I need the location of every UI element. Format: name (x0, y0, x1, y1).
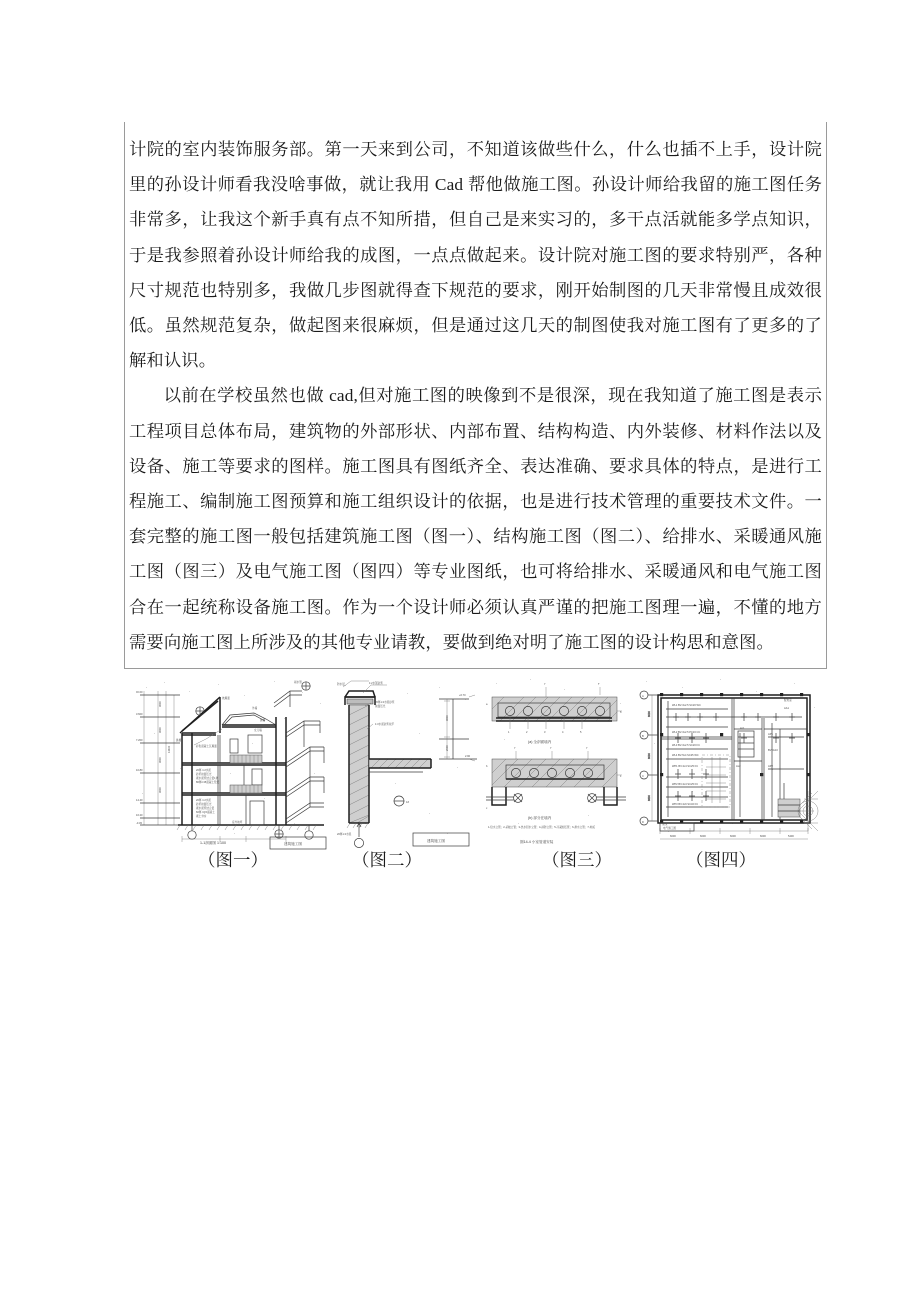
svg-text:B: B (641, 735, 644, 738)
svg-text:砂浆抹面压光: 砂浆抹面压光 (196, 803, 212, 806)
figure-3-drawing (484, 673, 629, 853)
figure-3-label-a: (a) 全剖面墙内 (527, 740, 552, 744)
svg-text:6600: 6600 (647, 795, 651, 801)
svg-text:6000: 6000 (647, 753, 651, 759)
svg-text:14.40: 14.40 (136, 799, 143, 802)
svg-text:WL3 BV-3x2.5 SC20 FC: WL3 BV-3x2.5 SC20 FC (671, 744, 700, 747)
svg-text:3600: 3600 (446, 715, 450, 721)
svg-text:WP2 BV-3x4 SC25 FC: WP2 BV-3x4 SC25 FC (671, 783, 699, 786)
svg-text:6000: 6000 (729, 835, 736, 838)
svg-text:AP2: AP2 (767, 765, 773, 768)
svg-text:配电室: 配电室 (783, 699, 792, 702)
svg-text:6: 6 (619, 711, 622, 714)
figure-4-electrical-plan (632, 673, 822, 853)
svg-text:1:3水泥砂浆找平: 1:3水泥砂浆找平 (375, 723, 395, 726)
svg-text:7: 7 (585, 747, 588, 750)
svg-text:素土夯实: 素土夯实 (196, 815, 207, 818)
figure-caption-row (134, 847, 834, 873)
svg-text:素水泥浆结合层: 素水泥浆结合层 (196, 807, 215, 810)
figure-1-architectural-section (134, 673, 332, 853)
figure-2-title-block: 建筑施工图 (427, 839, 446, 843)
figure-1-caption: （图一） (198, 850, 268, 870)
svg-text:D: D (641, 821, 644, 824)
svg-text:7.200: 7.200 (136, 739, 143, 742)
svg-text:a: a (485, 703, 488, 706)
svg-text:16.20: 16.20 (136, 814, 143, 817)
svg-text:5: 5 (579, 731, 582, 734)
figure-4-title-block: 电气施工图 (662, 827, 676, 830)
svg-text:挑檐: 挑檐 (260, 719, 266, 722)
svg-text:雨水管: 雨水管 (294, 681, 302, 684)
svg-text:3.600: 3.600 (136, 713, 143, 716)
svg-text:3600: 3600 (159, 701, 162, 707)
paragraph-2: 以前在学校虽然也做 cad,但对施工图的映像到不是很深，现在我知道了施工图是表示工程项目总体布局，建筑物的外部形状、内部布置、结构构造、内外装修、材料作法以及设备、施工等要求的图样。施工图具有图纸齐全、表达准确、要求具体的特点，是进行工程施工、编制施工图预算和施工组织设计的依据，也是进行技术管理的重要技术文件。一套完整的施工图一般包括建筑施工图（图一）、结构施工图（图二）、给排水、采暖通风施工图（图三）及电气施工图（图四）等专业图纸，也可将给排水、采暖通风和电气施工图合在一起统称设备施工图。作为一个设计师必须认真严谨的把施工图理一遍，不懂的地方需要向施工图上所涉及的其他专业请教，要做到绝对明了施工图的设计构思和意图。 (129, 386, 822, 652)
svg-text:WL4 BV-5x4 SC25 WC: WL4 BV-5x4 SC25 WC (671, 754, 699, 757)
svg-text:2000: 2000 (446, 745, 450, 751)
svg-text:2: 2 (525, 731, 528, 734)
svg-text:WL2 BV-3x2.5 PC16 CC: WL2 BV-3x2.5 PC16 CC (671, 731, 701, 734)
svg-text:3600: 3600 (159, 787, 162, 793)
svg-text:AP1: AP1 (767, 733, 773, 736)
figure-1-title-block: 建筑施工图 (284, 842, 302, 846)
figure-1-scale-label: 1-1剖面图 1:100 (200, 841, 226, 845)
figure-1-drawing (134, 673, 332, 853)
svg-text:3600: 3600 (159, 727, 162, 733)
svg-text:WP1 BV-3x4 SC25 FC: WP1 BV-3x4 SC25 FC (671, 765, 699, 768)
svg-text:进线: 进线 (661, 823, 668, 826)
svg-text:20厚 1:2水泥: 20厚 1:2水泥 (196, 769, 211, 772)
svg-text:20厚 1:2水泥: 20厚 1:2水泥 (196, 799, 211, 802)
paragraph-1: 计院的室内装饰服务部。第一天来到公司，不知道该做些什么，什么也插不上手，设计院里的孙设计师看我没啥事做，就让我用 Cad 帮他做施工图。孙设计师给我留的施工图任务非常多，让我这个新手真有点不知所措，但自己是来实习的，多干点活就能多学点知识，于是我参照着孙设计师给我的成图，一点点做起来。设计院对施工图的要求特别严，各种尺寸规范也特别多，我做几步图就得查下规范的要求，刚开始制图的几天非常慢且成效很低。虽然规范复杂，做起图来很麻烦，但是通过这几天的制图使我对施工图有了更多的了解和认识。 (129, 140, 822, 371)
svg-text:AL1: AL1 (739, 727, 745, 730)
svg-text:1#: 1# (406, 801, 410, 804)
svg-text:6000: 6000 (647, 711, 651, 717)
svg-text:6000: 6000 (699, 835, 706, 838)
svg-text:4: 4 (561, 731, 564, 734)
svg-text:2.90: 2.90 (465, 755, 471, 758)
svg-text:80厚C15混凝土垫层: 80厚C15混凝土垫层 (196, 781, 220, 784)
svg-text:坡屋面: 坡屋面 (222, 697, 230, 700)
svg-text:10.80: 10.80 (136, 769, 143, 772)
svg-text:1: 1 (507, 731, 510, 734)
svg-text:防水层: 防水层 (337, 683, 346, 686)
svg-text:3: 3 (543, 731, 546, 734)
figure-3-legend: 1-给水立管；2-采暖立管；3-热水回水立管；4-消防立管；5-冷凝加压管；6-排水立管；7-地板 (487, 826, 595, 829)
svg-text:素水泥浆结合层1道: 素水泥浆结合层1道 (196, 777, 219, 780)
figure-3-caption: （图三） (542, 850, 612, 870)
svg-text:7: 7 (597, 683, 600, 686)
svg-text:7: 7 (513, 747, 516, 750)
svg-text:AL2: AL2 (735, 765, 741, 768)
svg-text:砂浆抹面压光: 砂浆抹面压光 (196, 773, 212, 776)
svg-text:A: A (641, 695, 644, 698)
figure-3-figure-number: 图14-4 小室管道安装 (519, 840, 554, 844)
bordered-text-block (124, 122, 827, 669)
svg-text:1:2水泥砂浆: 1:2水泥砂浆 (369, 682, 384, 685)
svg-text:7: 7 (549, 747, 552, 750)
svg-text:60厚 C15混凝土: 60厚 C15混凝土 (196, 811, 215, 814)
svg-text:c: c (485, 807, 487, 810)
figure-image-row (134, 668, 822, 853)
svg-text:20厚1:2水泥砂浆: 20厚1:2水泥砂浆 (375, 701, 395, 704)
svg-text:WL1 BV-3x2.5 SC20 WC: WL1 BV-3x2.5 SC20 WC (671, 704, 701, 707)
figure-4-caption: （图四） (686, 850, 756, 870)
svg-text:AA1: AA1 (783, 707, 789, 710)
svg-text:7: 7 (543, 683, 546, 686)
figure-2-drawing (335, 673, 480, 853)
svg-text:b: b (485, 765, 488, 768)
svg-text:6000: 6000 (759, 835, 766, 838)
svg-text:WP3 BV-3x6 SC32 FC: WP3 BV-3x6 SC32 FC (671, 803, 699, 806)
svg-text:外墙: 外墙 (252, 707, 258, 710)
svg-text:挑檐: 挑檐 (176, 739, 182, 742)
svg-text:5400: 5400 (787, 835, 794, 838)
svg-text:BV-4x10: BV-4x10 (767, 749, 778, 752)
svg-text:14400: 14400 (168, 745, 171, 753)
svg-text:±0.00: ±0.00 (136, 691, 143, 694)
figure-2-structural-detail (335, 673, 480, 853)
svg-text:6000: 6000 (669, 835, 676, 838)
svg-text:20厚1:2水泥: 20厚1:2水泥 (337, 833, 352, 836)
svg-text:女儿墙: 女儿墙 (254, 729, 262, 732)
figure-3-plumbing-detail (484, 673, 629, 853)
figure-4-drawing (632, 673, 822, 853)
svg-text:+6.70: +6.70 (459, 694, 466, 697)
figure-2-caption: （图二） (352, 850, 422, 870)
svg-text:彩色混凝土瓦屋面: 彩色混凝土瓦屋面 (196, 745, 217, 748)
svg-text:抹面压光: 抹面压光 (375, 705, 386, 708)
figure-3-label-b: (b) 部分在墙内 (527, 816, 552, 820)
svg-text:室外地坪: 室外地坪 (232, 821, 243, 824)
svg-text:C: C (641, 775, 644, 778)
svg-text:-0.45: -0.45 (136, 822, 142, 825)
svg-text:3600: 3600 (159, 757, 162, 763)
svg-text:1: 1 (619, 775, 622, 778)
